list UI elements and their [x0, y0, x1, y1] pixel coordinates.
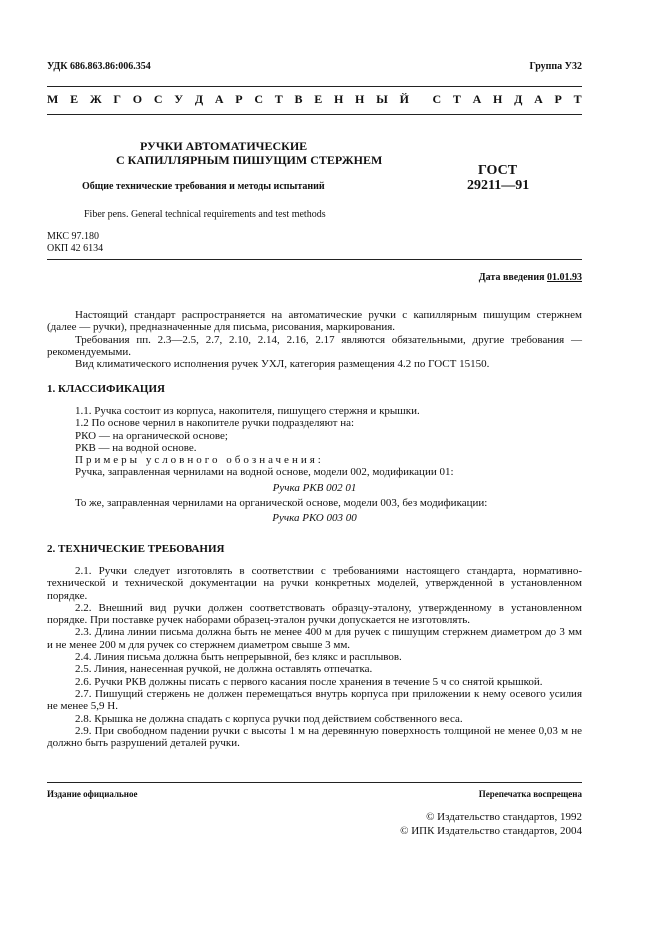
- standard-banner-letter: Н: [493, 92, 503, 106]
- standard-banner-letter: В: [294, 92, 303, 106]
- example-2-code: Ручка РКО 003 00: [272, 512, 357, 525]
- standard-banner-letter: Ы: [376, 92, 388, 106]
- section-requirements: [47, 543, 582, 555]
- title-subtitle: Общие технические требования и методы испытаний: [82, 181, 325, 192]
- standard-banner-letter: Д: [514, 92, 523, 106]
- preamble-paragraph-3: Вид климатического исполнения ручек УХЛ, категория размещения 4.2 по ГОСТ 15150.: [75, 358, 490, 371]
- title-line-2: С КАПИЛЛЯРНЫМ ПИШУЩИМ СТЕРЖНЕМ: [116, 153, 383, 167]
- standard-banner-letter: С: [254, 92, 263, 106]
- clause-1-2-rko: РКО — на органической основе;: [75, 429, 228, 442]
- standard-banner-letter: Т: [573, 92, 582, 106]
- udc-code: УДК 686.863.86:006.354: [47, 61, 151, 72]
- english-title: Fiber pens. General technical requirements and test methods: [84, 209, 326, 220]
- clause-2-1: 2.1. Ручки следует изготовлять в соответствии с требованиями настоящего стандарта, нормативно-технической и технической документации на ручки конкретных моделей, утвержденной в установленном порядке.: [47, 565, 582, 602]
- section-2-title: 2. ТЕХНИЧЕСКИЕ ТРЕБОВАНИЯ: [47, 543, 225, 555]
- standard-banner-letter: Н: [355, 92, 365, 106]
- clause-2-4: 2.4. Линия письма должна быть непрерывной, без клякс и расплывов.: [75, 651, 402, 664]
- clause-2-5: 2.5. Линия, нанесенная ручкой, не должна оставлять отпечатка.: [75, 663, 373, 676]
- standard-banner-letters: [47, 92, 582, 107]
- footer-rule: [47, 782, 582, 783]
- clause-1-1: 1.1. Ручка состоит из корпуса, накопителя, пишущего стержня и крышки.: [75, 405, 420, 417]
- standard-banner-letter: А: [534, 92, 543, 106]
- copyright-2004: © ИПК Издательство стандартов, 2004: [400, 825, 582, 837]
- introduction-date-value: 01.01.93: [547, 272, 582, 283]
- section-2-body: [47, 565, 582, 749]
- preamble-paragraph-1: Настоящий стандарт распространяется на автоматические ручки с капиллярным пишущим стержнем (далее — ручки), предназначенные для письма, рисования, маркирования.: [47, 309, 582, 334]
- clause-2-9: 2.9. При свободном падении ручки с высоты 1 м на деревянную поверхность толщиной не менее 0,03 м не должно быть разрушений деталей ручки.: [47, 724, 582, 750]
- examples-label: Примеры условного обозначения:: [75, 454, 324, 467]
- standard-banner-letter: У: [174, 92, 184, 106]
- clause-1-2-rkv: РКВ — на водной основе.: [75, 441, 197, 454]
- gost-number: 29211—91: [467, 178, 530, 193]
- introduction-date: [479, 272, 582, 283]
- standard-banner-letter: М: [47, 92, 59, 106]
- clause-1-2: 1.2 По основе чернил в накопителе ручки подразделяют на:: [75, 417, 355, 430]
- clause-2-7: 2.7. Пишущий стержень не должен перемещаться внутрь корпуса при приложении к нему осевого усилия не менее 5,9 Н.: [47, 687, 582, 713]
- copyright-1992: © Издательство стандартов, 1992: [426, 811, 582, 823]
- okp-code: ОКП 42 6134: [47, 243, 104, 254]
- standard-banner: [47, 92, 582, 107]
- standard-banner-letter: С: [153, 92, 163, 106]
- header-rule-top: [47, 86, 582, 87]
- standard-banner-letter: Т: [274, 92, 283, 106]
- clause-2-8: 2.8. Крышка не должна спадать с корпуса ручки под действием собственного веса.: [75, 712, 463, 725]
- standard-banner-letter: А: [472, 92, 482, 106]
- standard-banner-letter: Р: [554, 92, 562, 106]
- gost-label: ГОСТ: [478, 163, 518, 178]
- standard-banner-letter: Н: [333, 92, 344, 106]
- standard-banner-letter: Е: [314, 92, 323, 106]
- standard-banner-letter: Й: [399, 92, 409, 106]
- standard-banner-letter: А: [214, 92, 224, 106]
- clause-2-3: 2.3. Длина линии письма должна быть не менее 400 м для ручек с пишущим стержнем диаметром до 3 мм и не менее 200 м для ручек со стержнем диаметром свыше 3 мм.: [47, 626, 582, 651]
- mks-code: МКС 97.180: [47, 231, 99, 242]
- section-1-title: 1. КЛАССИФИКАЦИЯ: [47, 383, 165, 395]
- standard-banner-letter: Ж: [89, 92, 102, 106]
- reprint-prohibited: Перепечатка воспрещена: [478, 789, 582, 799]
- standard-banner-letter: Г: [113, 92, 122, 106]
- section-classification: [47, 383, 582, 395]
- standard-banner-letter: Д: [194, 92, 204, 106]
- standard-banner-letter: Р: [235, 92, 243, 106]
- standard-banner-letter: Т: [452, 92, 461, 106]
- group-code: Группа У32: [529, 61, 582, 72]
- standard-banner-letter: О: [132, 92, 143, 106]
- standard-banner-letter: Е: [70, 92, 79, 106]
- codes-rule: [47, 259, 582, 260]
- clause-2-2: 2.2. Внешний вид ручки должен соответствовать образцу-эталону, утвержденному в установленном порядке. При поставке ручек наборами образец-эталон ручки допускается не изготовлять.: [47, 601, 582, 627]
- introduction-date-label: Дата введения: [478, 272, 547, 283]
- example-1-text: Ручка, заправленная чернилами на водной основе, модели 002, модификации 01:: [75, 466, 454, 479]
- clause-2-6: 2.6. Ручки РКВ должны писать с первого касания после хранения в течение 5 ч со снятой крышкой.: [75, 675, 543, 688]
- title-line-1: РУЧКИ АВТОМАТИЧЕСКИЕ: [140, 139, 308, 153]
- example-1-code: Ручка РКВ 002 01: [272, 481, 357, 494]
- preamble: [47, 309, 582, 370]
- official-edition: Издание официальное: [47, 789, 138, 799]
- example-2-text: То же, заправленная чернилами на органической основе, модели 003, без модификации:: [75, 497, 488, 510]
- preamble-paragraph-2: Требования пп. 2.3—2.5, 2.7, 2.10, 2.14, 2.16, 2.17 являются обязательными, другие требования — рекомендуемыми.: [47, 333, 582, 358]
- standard-banner-letter: С: [432, 92, 442, 106]
- header-rule-bottom: [47, 114, 582, 115]
- section-1-body: [47, 405, 582, 525]
